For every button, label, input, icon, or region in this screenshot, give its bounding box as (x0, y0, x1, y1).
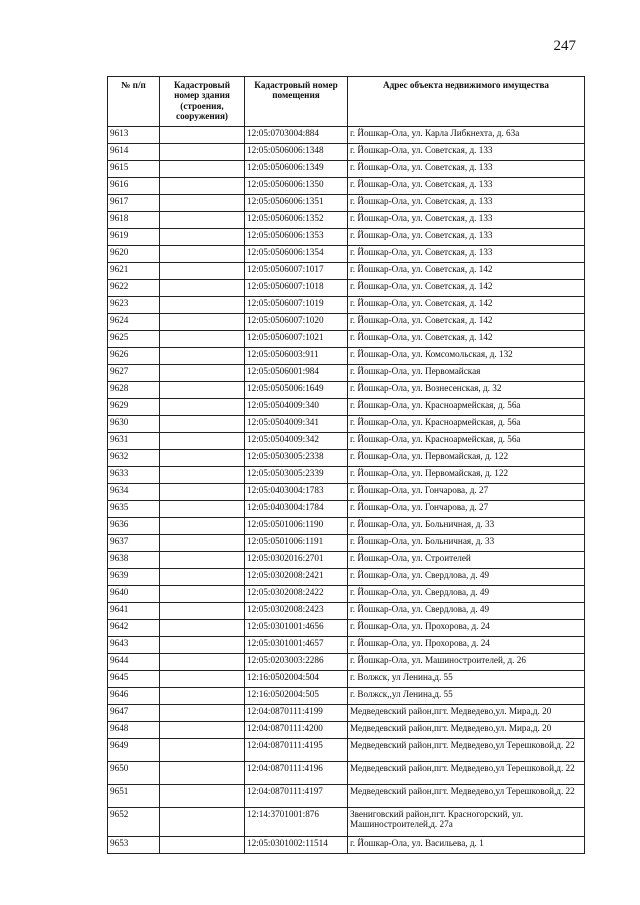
cell-room-cadastral: 12:05:0506007:1017 (245, 263, 348, 280)
table-row (108, 762, 585, 785)
cell-building-cadastral (160, 195, 245, 212)
cell-number: 9635 (108, 501, 160, 518)
cell-number: 9637 (108, 535, 160, 552)
cell-building-cadastral (160, 722, 245, 739)
cell-room-cadastral: 12:05:0506003:911 (245, 348, 348, 365)
page-number: 247 (553, 38, 576, 54)
cell-building-cadastral (160, 178, 245, 195)
cell-address: г. Йошкар-Ола, ул. Советская, д. 133 (348, 246, 585, 263)
table-row (108, 785, 585, 808)
cell-building-cadastral (160, 127, 245, 144)
table-row (108, 518, 585, 535)
cell-address: г. Йошкар-Ола, ул. Строителей (348, 552, 585, 569)
cell-number: 9625 (108, 331, 160, 348)
cell-room-cadastral: 12:05:0302008:2421 (245, 569, 348, 586)
cell-number: 9648 (108, 722, 160, 739)
cell-number: 9623 (108, 297, 160, 314)
cell-address: г. Йошкар-Ола, ул. Советская, д. 133 (348, 212, 585, 229)
cell-room-cadastral: 12:05:0506006:1348 (245, 144, 348, 161)
cell-address: Медведевский район,пгт. Медведево,ул Терешковой,д. 22 (348, 762, 585, 785)
table-row (108, 586, 585, 603)
table-row (108, 501, 585, 518)
cell-room-cadastral: 12:05:0506007:1018 (245, 280, 348, 297)
table-row (108, 433, 585, 450)
cell-number: 9643 (108, 637, 160, 654)
table-row (108, 161, 585, 178)
table-row (108, 382, 585, 399)
cell-number: 9651 (108, 785, 160, 808)
cell-number: 9619 (108, 229, 160, 246)
cell-address: г. Йошкар-Ола, ул. Советская, д. 133 (348, 195, 585, 212)
cell-address: г. Йошкар-Ола, ул. Красноармейская, д. 56а (348, 433, 585, 450)
cell-room-cadastral: 12:04:0870111:4196 (245, 762, 348, 785)
cell-address: г. Йошкар-Ола, ул. Советская, д. 133 (348, 161, 585, 178)
cell-number: 9628 (108, 382, 160, 399)
cell-address: г. Йошкар-Ола, ул. Первомайская, д. 122 (348, 450, 585, 467)
cell-address: г. Йошкар-Ола, ул. Первомайская, д. 122 (348, 467, 585, 484)
cell-building-cadastral (160, 450, 245, 467)
cell-number: 9620 (108, 246, 160, 263)
table-row (108, 280, 585, 297)
cell-number: 9630 (108, 416, 160, 433)
cell-address: Медведевский район,пгт. Медведево,ул. Мира,д. 20 (348, 705, 585, 722)
cell-room-cadastral: 12:04:0870111:4199 (245, 705, 348, 722)
cell-number: 9649 (108, 739, 160, 762)
cell-room-cadastral: 12:16:0502004:504 (245, 671, 348, 688)
cell-address: г. Йошкар-Ола, ул. Гончарова, д. 27 (348, 484, 585, 501)
table-row (108, 399, 585, 416)
cell-building-cadastral (160, 331, 245, 348)
cell-building-cadastral (160, 569, 245, 586)
table-header-row (108, 77, 585, 127)
cell-building-cadastral (160, 297, 245, 314)
cell-building-cadastral (160, 501, 245, 518)
table-row (108, 127, 585, 144)
cell-building-cadastral (160, 688, 245, 705)
cell-address: г. Йошкар-Ола, ул. Прохорова, д. 24 (348, 620, 585, 637)
cell-address: г. Волжск,,ул Ленина,д. 55 (348, 688, 585, 705)
cell-number: 9629 (108, 399, 160, 416)
cell-building-cadastral (160, 603, 245, 620)
cell-building-cadastral (160, 433, 245, 450)
cell-building-cadastral (160, 416, 245, 433)
cell-address: г. Йошкар-Ола, ул. Больничная, д. 33 (348, 535, 585, 552)
cell-building-cadastral (160, 246, 245, 263)
cell-address: г. Йошкар-Ола, ул. Первомайская (348, 365, 585, 382)
table-row (108, 297, 585, 314)
cell-address: г. Йошкар-Ола, ул. Красноармейская, д. 56а (348, 416, 585, 433)
cell-number: 9621 (108, 263, 160, 280)
cell-room-cadastral: 12:05:0506006:1349 (245, 161, 348, 178)
cell-room-cadastral: 12:05:0501006:1190 (245, 518, 348, 535)
cell-building-cadastral (160, 620, 245, 637)
table-row (108, 195, 585, 212)
cell-address: г. Йошкар-Ола, ул. Красноармейская, д. 56а (348, 399, 585, 416)
cell-address: г. Йошкар-Ола, ул. Карла Либкнехта, д. 63а (348, 127, 585, 144)
cell-room-cadastral: 12:05:0203003:2286 (245, 654, 348, 671)
cell-address: г. Йошкар-Ола, ул. Машиностроителей, д. 26 (348, 654, 585, 671)
cell-address: г. Йошкар-Ола, ул. Советская, д. 142 (348, 280, 585, 297)
cell-room-cadastral: 12:04:0870111:4195 (245, 739, 348, 762)
table-row (108, 837, 585, 854)
cell-building-cadastral (160, 552, 245, 569)
cell-number: 9652 (108, 808, 160, 837)
cell-building-cadastral (160, 144, 245, 161)
table-row (108, 688, 585, 705)
table-row (108, 144, 585, 161)
cell-room-cadastral: 12:05:0501006:1191 (245, 535, 348, 552)
cell-number: 9631 (108, 433, 160, 450)
cell-number: 9642 (108, 620, 160, 637)
cell-building-cadastral (160, 365, 245, 382)
cell-number: 9636 (108, 518, 160, 535)
cell-address: Медведевский район,пгт. Медведево,ул. Мира,д. 20 (348, 722, 585, 739)
table-row (108, 808, 585, 837)
cell-room-cadastral: 12:05:0506007:1020 (245, 314, 348, 331)
cell-address: г. Йошкар-Ола, ул. Советская, д. 142 (348, 331, 585, 348)
table-row (108, 620, 585, 637)
cell-number: 9627 (108, 365, 160, 382)
cell-room-cadastral: 12:14:3701001:876 (245, 808, 348, 837)
cell-room-cadastral: 12:05:0403004:1783 (245, 484, 348, 501)
cell-number: 9615 (108, 161, 160, 178)
cell-address: г. Йошкар-Ола, ул. Советская, д. 142 (348, 263, 585, 280)
cell-number: 9618 (108, 212, 160, 229)
cell-address: г. Йошкар-Ола, ул. Советская, д. 133 (348, 178, 585, 195)
cell-room-cadastral: 12:05:0301001:4657 (245, 637, 348, 654)
table-row (108, 467, 585, 484)
cell-building-cadastral (160, 518, 245, 535)
cell-room-cadastral: 12:05:0506001:984 (245, 365, 348, 382)
cell-room-cadastral: 12:04:0870111:4197 (245, 785, 348, 808)
cell-address: г. Йошкар-Ола, ул. Гончарова, д. 27 (348, 501, 585, 518)
cell-building-cadastral (160, 314, 245, 331)
cell-room-cadastral: 12:05:0505006:1649 (245, 382, 348, 399)
table-row (108, 365, 585, 382)
cell-building-cadastral (160, 212, 245, 229)
cell-room-cadastral: 12:05:0503005:2339 (245, 467, 348, 484)
cell-room-cadastral: 12:05:0503005:2338 (245, 450, 348, 467)
cell-number: 9622 (108, 280, 160, 297)
table-row (108, 229, 585, 246)
cell-room-cadastral: 12:05:0506006:1352 (245, 212, 348, 229)
cell-number: 9633 (108, 467, 160, 484)
cell-number: 9653 (108, 837, 160, 854)
cell-room-cadastral: 12:05:0302016:2701 (245, 552, 348, 569)
table-row (108, 671, 585, 688)
cell-building-cadastral (160, 535, 245, 552)
cell-building-cadastral (160, 263, 245, 280)
cell-building-cadastral (160, 280, 245, 297)
cell-address: г. Йошкар-Ола, ул. Советская, д. 133 (348, 144, 585, 161)
cell-number: 9646 (108, 688, 160, 705)
cell-building-cadastral (160, 586, 245, 603)
cell-number: 9641 (108, 603, 160, 620)
cell-number: 9624 (108, 314, 160, 331)
cell-address: Медведевский район,пгт. Медведево,ул Терешковой,д. 22 (348, 785, 585, 808)
cell-room-cadastral: 12:05:0301001:4656 (245, 620, 348, 637)
cell-number: 9626 (108, 348, 160, 365)
table-row (108, 739, 585, 762)
cell-room-cadastral: 12:05:0504009:342 (245, 433, 348, 450)
table-row (108, 314, 585, 331)
cell-number: 9640 (108, 586, 160, 603)
header-address: Адрес объекта недвижимого имущества (348, 77, 585, 127)
table-row (108, 603, 585, 620)
cell-building-cadastral (160, 785, 245, 808)
table-row (108, 212, 585, 229)
cell-building-cadastral (160, 671, 245, 688)
cell-address: Медведевский район,пгт. Медведево,ул Терешковой,д. 22 (348, 739, 585, 762)
cell-room-cadastral: 12:05:0506006:1350 (245, 178, 348, 195)
cell-building-cadastral (160, 229, 245, 246)
cell-room-cadastral: 12:05:0506006:1353 (245, 229, 348, 246)
cell-building-cadastral (160, 399, 245, 416)
cell-building-cadastral (160, 348, 245, 365)
cell-building-cadastral (160, 705, 245, 722)
cell-room-cadastral: 12:04:0870111:4200 (245, 722, 348, 739)
cell-building-cadastral (160, 161, 245, 178)
cell-room-cadastral: 12:05:0302008:2422 (245, 586, 348, 603)
cell-room-cadastral: 12:05:0506007:1019 (245, 297, 348, 314)
table-row (108, 535, 585, 552)
table-row (108, 654, 585, 671)
table-row (108, 569, 585, 586)
property-registry-table (107, 76, 585, 854)
cell-building-cadastral (160, 654, 245, 671)
table-row (108, 637, 585, 654)
cell-building-cadastral (160, 762, 245, 785)
cell-address: г. Йошкар-Ола, ул. Советская, д. 142 (348, 297, 585, 314)
table-row (108, 450, 585, 467)
table-row (108, 348, 585, 365)
cell-address: г. Йошкар-Ола, ул. Свердлова, д. 49 (348, 569, 585, 586)
table-row (108, 178, 585, 195)
cell-building-cadastral (160, 637, 245, 654)
table-row (108, 416, 585, 433)
cell-address: г. Йошкар-Ола, ул. Советская, д. 142 (348, 314, 585, 331)
cell-address: г. Йошкар-Ола, ул. Свердлова, д. 49 (348, 603, 585, 620)
cell-address: г. Йошкар-Ола, ул. Комсомольская, д. 132 (348, 348, 585, 365)
cell-room-cadastral: 12:05:0506006:1354 (245, 246, 348, 263)
cell-building-cadastral (160, 382, 245, 399)
cell-address: г. Йошкар-Ола, ул. Вознесенская, д. 32 (348, 382, 585, 399)
cell-number: 9645 (108, 671, 160, 688)
cell-number: 9639 (108, 569, 160, 586)
cell-address: г. Йошкар-Ола, ул. Васильева, д. 1 (348, 837, 585, 854)
cell-address: г. Йошкар-Ола, ул. Больничная, д. 33 (348, 518, 585, 535)
table-body (108, 127, 585, 854)
cell-room-cadastral: 12:05:0504009:340 (245, 399, 348, 416)
table-row (108, 263, 585, 280)
header-number: № п/п (108, 77, 160, 127)
cell-number: 9644 (108, 654, 160, 671)
cell-number: 9632 (108, 450, 160, 467)
cell-address: г. Волжск, ул Ленина,д. 55 (348, 671, 585, 688)
cell-number: 9614 (108, 144, 160, 161)
cell-room-cadastral: 12:16:0502004:505 (245, 688, 348, 705)
cell-room-cadastral: 12:05:0504009:341 (245, 416, 348, 433)
cell-address: Звениговский район,пгт. Красногорский, ул. Машиностроителей,д. 27а (348, 808, 585, 837)
cell-number: 9650 (108, 762, 160, 785)
header-room-cadastral: Кадастровый номер помещения (245, 77, 348, 127)
cell-number: 9616 (108, 178, 160, 195)
table-row (108, 705, 585, 722)
cell-building-cadastral (160, 837, 245, 854)
cell-address: г. Йошкар-Ола, ул. Свердлова, д. 49 (348, 586, 585, 603)
cell-address: г. Йошкар-Ола, ул. Советская, д. 133 (348, 229, 585, 246)
cell-address: г. Йошкар-Ола, ул. Прохорова, д. 24 (348, 637, 585, 654)
table-row (108, 246, 585, 263)
cell-building-cadastral (160, 484, 245, 501)
cell-building-cadastral (160, 808, 245, 837)
cell-room-cadastral: 12:05:0506007:1021 (245, 331, 348, 348)
cell-number: 9617 (108, 195, 160, 212)
cell-number: 9634 (108, 484, 160, 501)
cell-room-cadastral: 12:05:0703004:884 (245, 127, 348, 144)
cell-number: 9647 (108, 705, 160, 722)
table-row (108, 331, 585, 348)
cell-room-cadastral: 12:05:0301002:11514 (245, 837, 348, 854)
header-building-cadastral: Кадастровый номер здания (строения, сооружения) (160, 77, 245, 127)
cell-number: 9638 (108, 552, 160, 569)
table-row (108, 722, 585, 739)
cell-number: 9613 (108, 127, 160, 144)
cell-room-cadastral: 12:05:0403004:1784 (245, 501, 348, 518)
cell-building-cadastral (160, 739, 245, 762)
cell-room-cadastral: 12:05:0506006:1351 (245, 195, 348, 212)
cell-room-cadastral: 12:05:0302008:2423 (245, 603, 348, 620)
table-row (108, 484, 585, 501)
cell-building-cadastral (160, 467, 245, 484)
table-row (108, 552, 585, 569)
